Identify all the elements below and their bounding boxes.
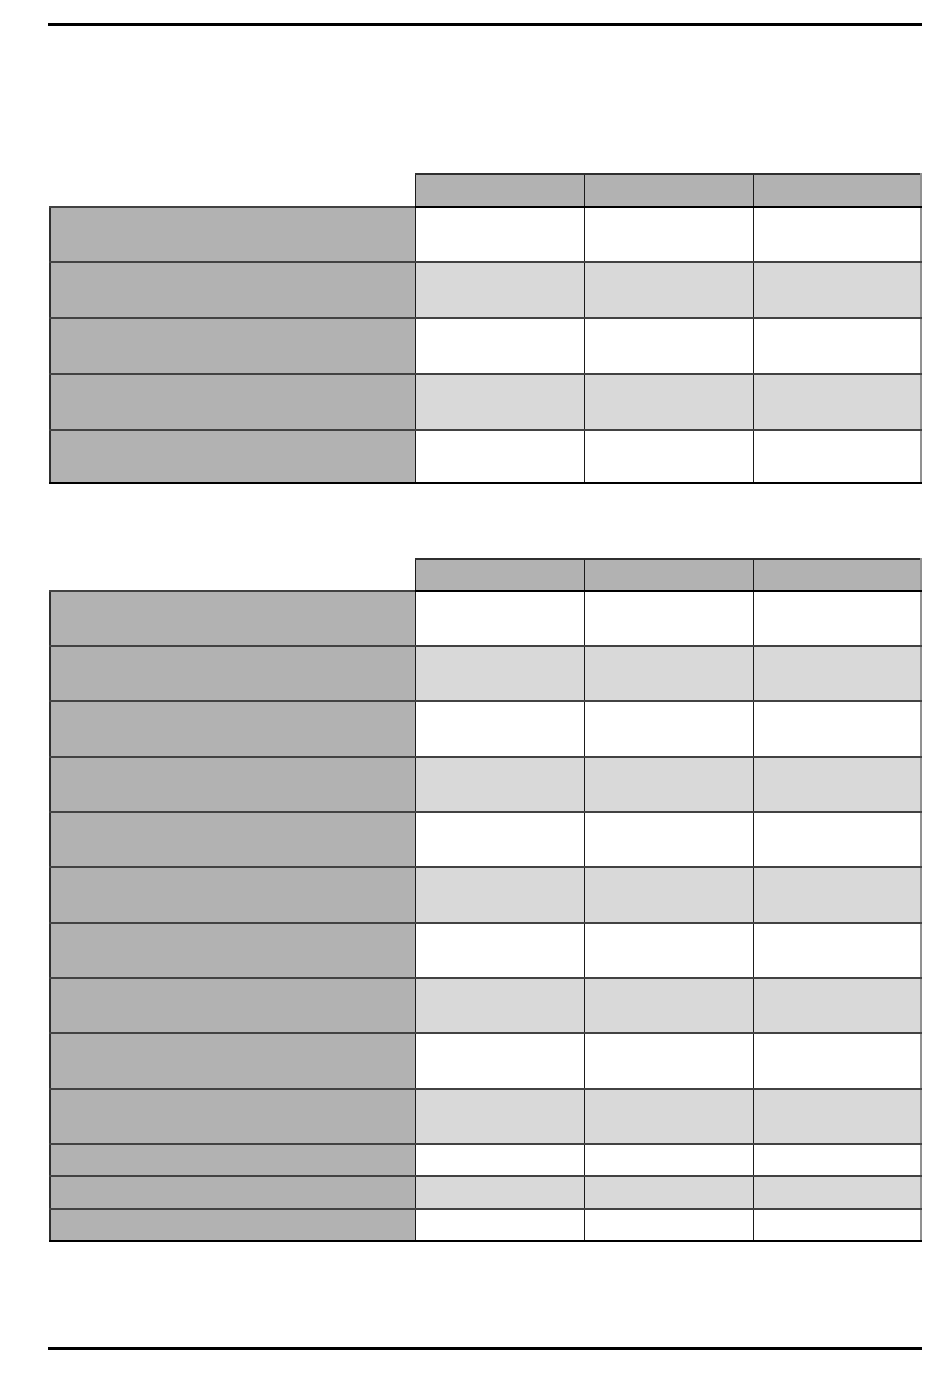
table-cell bbox=[753, 1089, 921, 1144]
table-cell bbox=[584, 318, 753, 374]
row-label-cell bbox=[50, 591, 415, 646]
row-label-cell bbox=[50, 701, 415, 757]
column-header-cell bbox=[584, 174, 753, 207]
table-cell bbox=[415, 1209, 584, 1241]
table-cell bbox=[415, 646, 584, 701]
header-spacer-cell bbox=[50, 174, 415, 207]
column-header-cell bbox=[415, 174, 584, 207]
table-cell bbox=[753, 1176, 921, 1209]
row-label-cell bbox=[50, 978, 415, 1033]
table-cell bbox=[415, 1144, 584, 1176]
table-row bbox=[50, 867, 921, 923]
table-row bbox=[50, 262, 921, 318]
table-row bbox=[50, 1033, 921, 1089]
table-cell bbox=[584, 430, 753, 483]
row-label-cell bbox=[50, 1033, 415, 1089]
table-cell bbox=[415, 701, 584, 757]
table-cell bbox=[415, 812, 584, 867]
row-label-cell bbox=[50, 923, 415, 978]
table-row bbox=[50, 1176, 921, 1209]
row-label-cell bbox=[50, 867, 415, 923]
row-label-cell bbox=[50, 262, 415, 318]
table-cell bbox=[584, 812, 753, 867]
table-cell bbox=[584, 591, 753, 646]
row-label-cell bbox=[50, 757, 415, 812]
table-cell bbox=[415, 207, 584, 262]
table-cell bbox=[415, 262, 584, 318]
row-label-cell bbox=[50, 1209, 415, 1241]
table-row bbox=[50, 923, 921, 978]
table-row bbox=[50, 1089, 921, 1144]
table-cell bbox=[584, 867, 753, 923]
table-cell bbox=[584, 1176, 753, 1209]
row-label-cell bbox=[50, 1144, 415, 1176]
table-row bbox=[50, 591, 921, 646]
table-header-row bbox=[50, 559, 921, 591]
row-label-cell bbox=[50, 646, 415, 701]
column-header-cell bbox=[415, 559, 584, 591]
table-cell bbox=[753, 1144, 921, 1176]
empty-table-2 bbox=[49, 558, 922, 1242]
table-cell bbox=[415, 1033, 584, 1089]
bottom-rule bbox=[48, 1347, 922, 1350]
table-row bbox=[50, 318, 921, 374]
row-label-cell bbox=[50, 318, 415, 374]
row-label-cell bbox=[50, 1089, 415, 1144]
table-cell bbox=[753, 374, 921, 430]
table-cell bbox=[415, 978, 584, 1033]
table-cell bbox=[753, 978, 921, 1033]
table-cell bbox=[584, 701, 753, 757]
table-cell bbox=[415, 1176, 584, 1209]
table-cell bbox=[584, 1209, 753, 1241]
table-cell bbox=[753, 701, 921, 757]
table-row bbox=[50, 430, 921, 483]
column-header-cell bbox=[584, 559, 753, 591]
table-cell bbox=[415, 430, 584, 483]
row-label-cell bbox=[50, 430, 415, 483]
table-cell bbox=[415, 318, 584, 374]
table-header-row bbox=[50, 174, 921, 207]
table-cell bbox=[584, 978, 753, 1033]
row-label-cell bbox=[50, 812, 415, 867]
table-cell bbox=[415, 591, 584, 646]
row-label-cell bbox=[50, 374, 415, 430]
header-spacer-cell bbox=[50, 559, 415, 591]
top-rule bbox=[48, 23, 922, 26]
table-cell bbox=[415, 1089, 584, 1144]
table-cell bbox=[415, 374, 584, 430]
table-row bbox=[50, 1209, 921, 1241]
table-cell bbox=[584, 646, 753, 701]
table-row bbox=[50, 757, 921, 812]
row-label-cell bbox=[50, 1176, 415, 1209]
table-cell bbox=[753, 646, 921, 701]
table-cell bbox=[753, 262, 921, 318]
table-cell bbox=[415, 867, 584, 923]
table-row bbox=[50, 1144, 921, 1176]
table-row bbox=[50, 978, 921, 1033]
row-label-cell bbox=[50, 207, 415, 262]
table-cell bbox=[753, 1209, 921, 1241]
table-row bbox=[50, 207, 921, 262]
table-cell bbox=[584, 923, 753, 978]
table-cell bbox=[584, 1033, 753, 1089]
table-cell bbox=[753, 867, 921, 923]
table-cell bbox=[584, 1144, 753, 1176]
table-cell bbox=[753, 591, 921, 646]
table-row bbox=[50, 812, 921, 867]
table-row bbox=[50, 646, 921, 701]
table-cell bbox=[584, 1089, 753, 1144]
table-cell bbox=[753, 812, 921, 867]
empty-table-1 bbox=[49, 173, 922, 484]
table-cell bbox=[753, 757, 921, 812]
table-cell bbox=[584, 207, 753, 262]
table-cell bbox=[753, 430, 921, 483]
table-cell bbox=[753, 207, 921, 262]
table-cell bbox=[753, 318, 921, 374]
table-cell bbox=[753, 923, 921, 978]
table-cell bbox=[415, 923, 584, 978]
table-cell bbox=[584, 262, 753, 318]
column-header-cell bbox=[753, 174, 921, 207]
table-cell bbox=[415, 757, 584, 812]
column-header-cell bbox=[753, 559, 921, 591]
table-cell bbox=[753, 1033, 921, 1089]
table-row bbox=[50, 374, 921, 430]
table-cell bbox=[584, 757, 753, 812]
table-cell bbox=[584, 374, 753, 430]
table-row bbox=[50, 701, 921, 757]
